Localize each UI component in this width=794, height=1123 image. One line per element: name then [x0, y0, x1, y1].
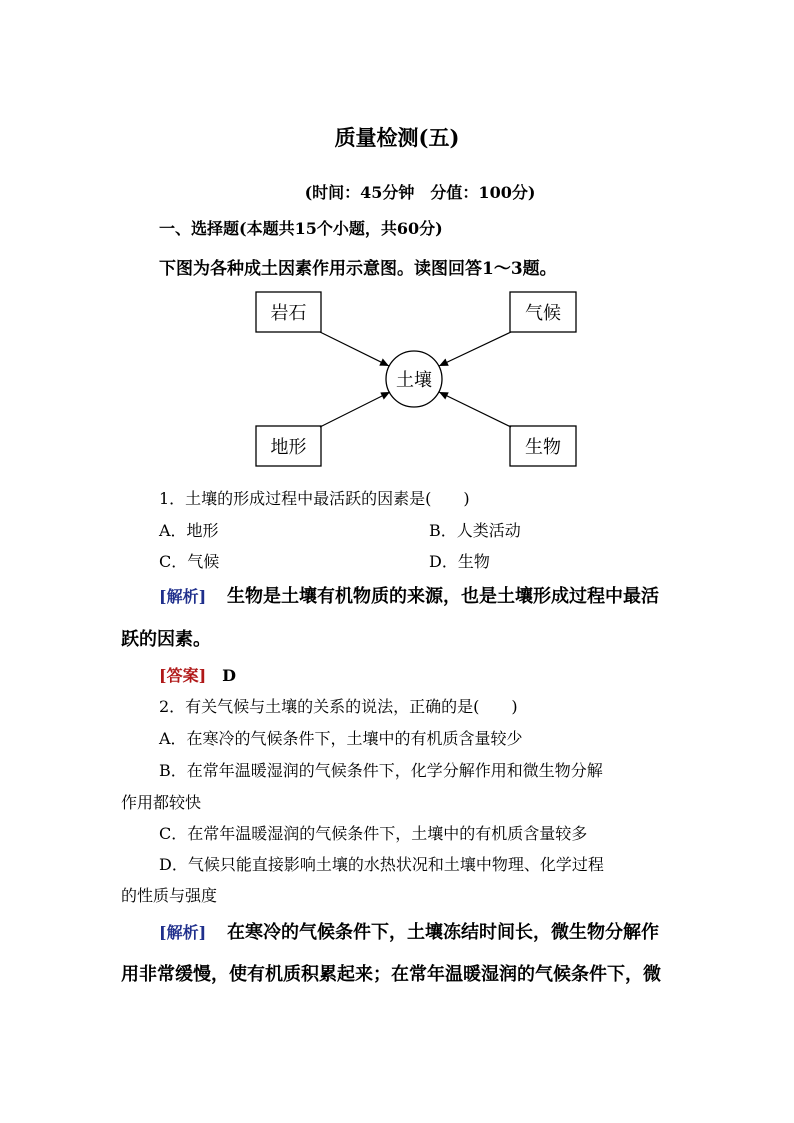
box-rock-label: 岩石 — [270, 303, 307, 324]
page-title: 质量检测(五) — [334, 125, 460, 150]
box-climate — [510, 292, 576, 332]
q2-option-d: D．气候只能直接影响土壤的水热状况和土壤中物理、化学过程 — [159, 855, 604, 874]
q1-option-d: D．生物 — [429, 552, 490, 571]
box-terrain — [256, 426, 321, 466]
answer-label: [答案] — [159, 666, 207, 685]
arrow-rock — [320, 332, 389, 366]
box-rock — [256, 292, 321, 332]
soil-factors-diagram — [0, 0, 794, 480]
q1-answer — [159, 663, 236, 686]
arrow-terrain — [320, 392, 390, 427]
answer-value: D — [222, 666, 237, 685]
exam-info: (时间：45分钟 分值：100分) — [304, 183, 536, 202]
q1-analysis-line1: 生物是土壤有机物质的来源，也是土壤形成过程中最活 — [227, 586, 659, 607]
box-biology — [510, 426, 576, 466]
q2-option-b-cont: 作用都较快 — [121, 793, 202, 812]
box-climate-label: 气候 — [525, 303, 561, 324]
arrow-biology — [439, 392, 511, 427]
question-intro: 下图为各种成土因素作用示意图。读图回答1～3题。 — [159, 259, 557, 279]
q1-option-c: C．气候 — [159, 552, 220, 571]
q2-option-d-cont: 的性质与强度 — [121, 886, 218, 905]
q1-analysis-tag — [159, 584, 206, 607]
q2-option-c: C．在常年温暖湿润的气候条件下，土壤中的有机质含量较多 — [159, 824, 588, 843]
q2-analysis-tag — [159, 920, 206, 943]
box-biology-label: 生物 — [525, 437, 561, 458]
q2-stem: 2．有关气候与土壤的关系的说法，正确的是( ) — [159, 697, 518, 716]
q2-analysis-line1: 在寒冷的气候条件下，土壤冻结时间长，微生物分解作 — [227, 922, 659, 943]
q2-option-a: A．在寒冷的气候条件下，土壤中的有机质含量较少 — [159, 729, 523, 748]
analysis-label: [解析] — [159, 587, 207, 606]
q1-option-b: B．人类活动 — [429, 521, 521, 540]
q2-analysis-line2: 用非常缓慢，使有机质积累起来；在常年温暖湿润的气候条件下，微 — [121, 964, 661, 985]
section-heading: 一、选择题(本题共15个小题，共60分) — [159, 219, 443, 238]
q1-option-a: A．地形 — [159, 521, 219, 540]
soil-circle — [386, 351, 442, 407]
soil-label: 土壤 — [396, 370, 432, 391]
q1-stem: 1．土壤的形成过程中最活跃的因素是( ) — [159, 489, 470, 508]
box-terrain-label: 地形 — [270, 437, 307, 458]
q2-option-b: B．在常年温暖湿润的气候条件下，化学分解作用和微生物分解 — [159, 761, 603, 780]
q1-analysis-line2: 跃的因素。 — [121, 629, 211, 650]
analysis-label: [解析] — [159, 923, 207, 942]
arrow-climate — [439, 332, 511, 366]
